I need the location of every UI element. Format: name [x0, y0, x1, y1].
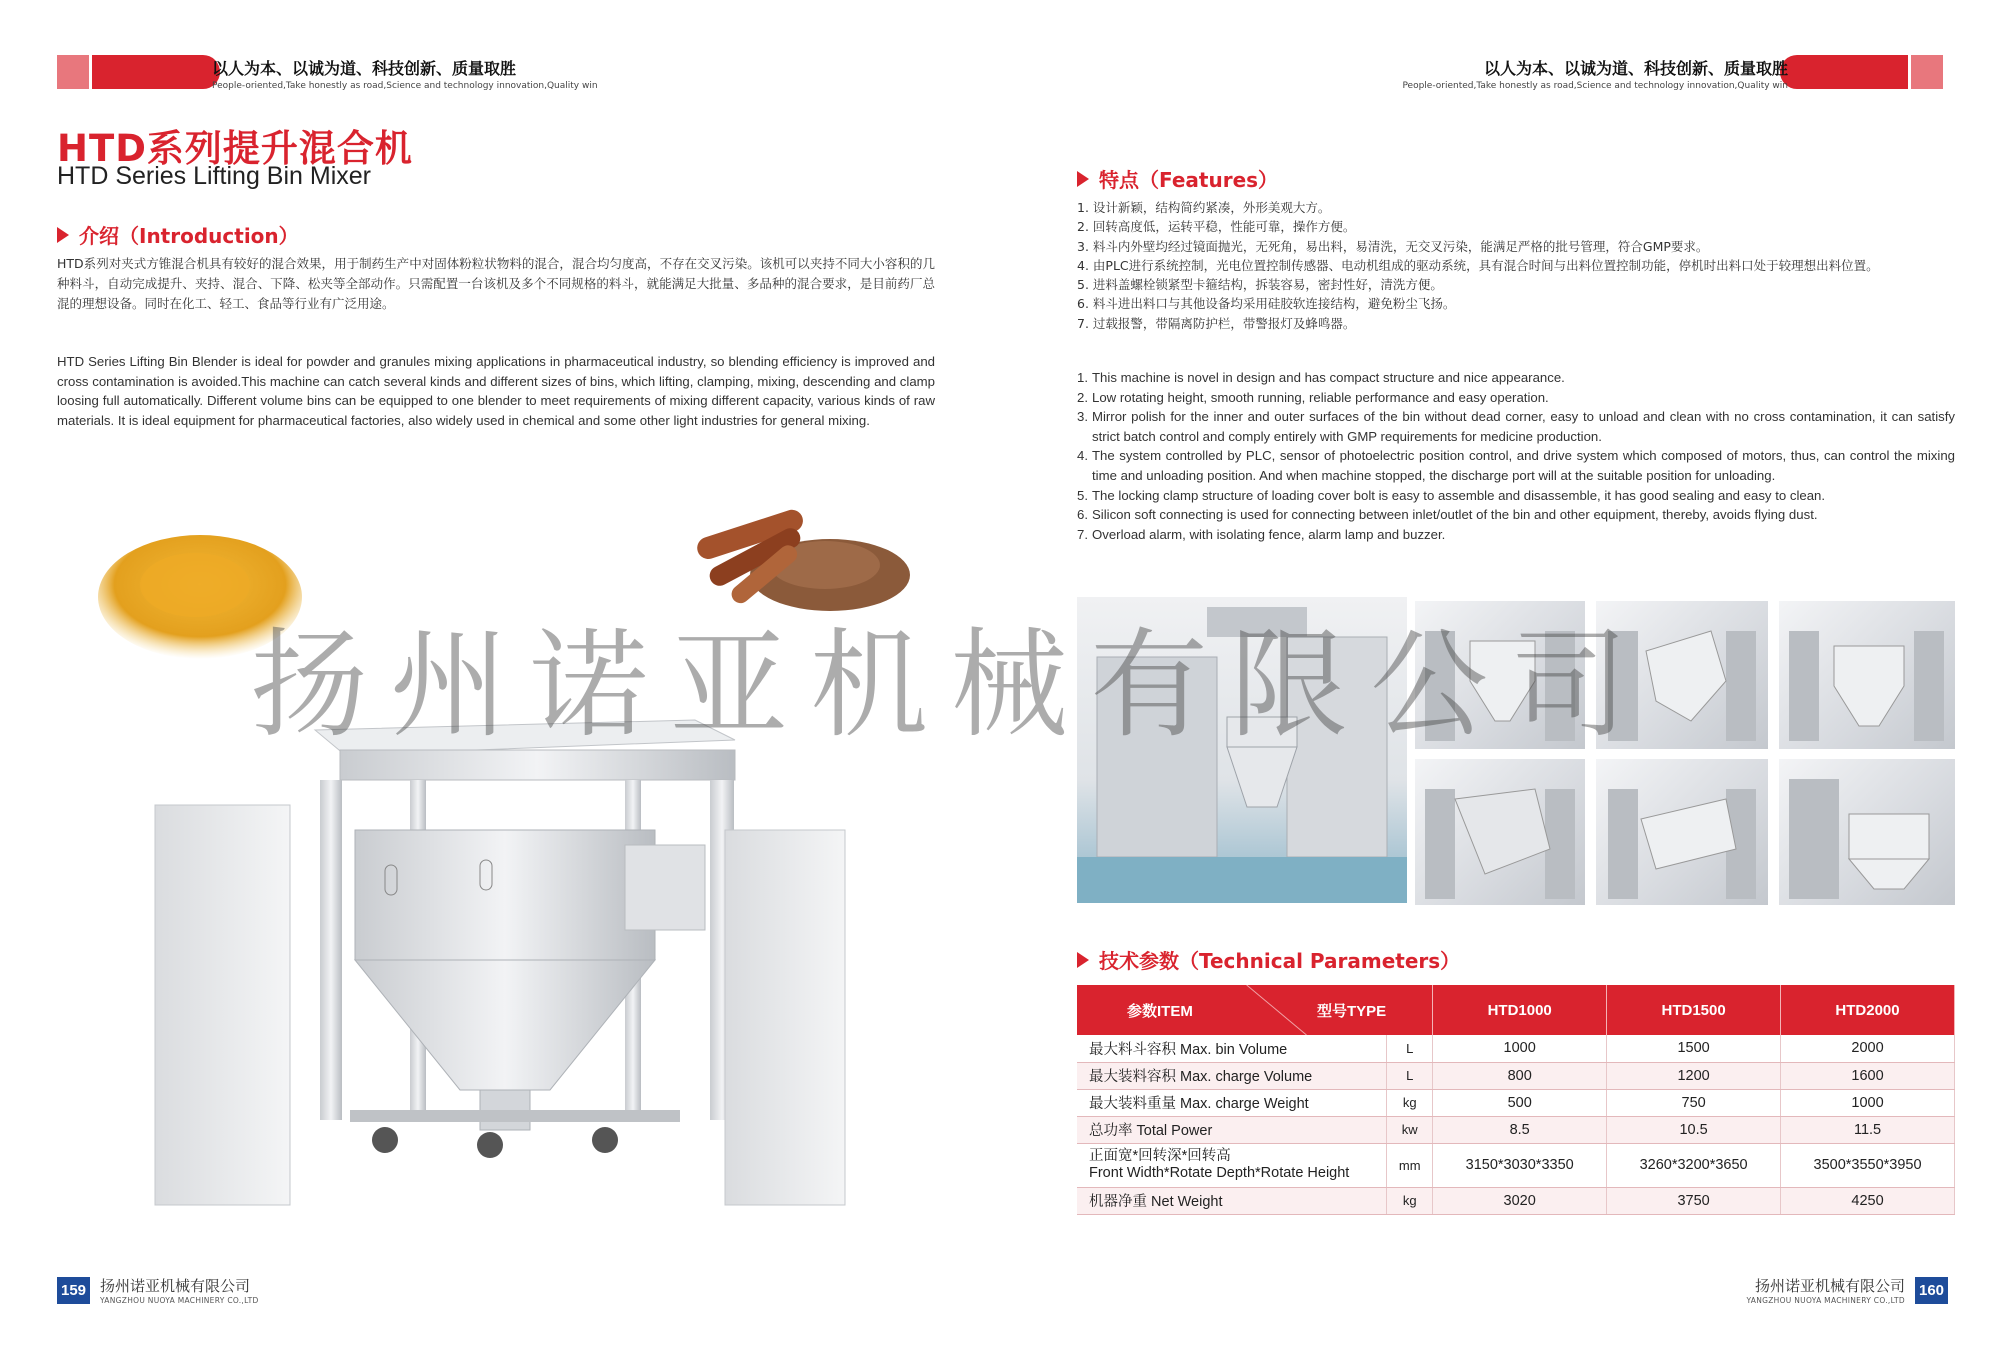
footer-company-cn: 扬州诺亚机械有限公司: [100, 1277, 251, 1295]
param-value: 3150*3030*3350: [1433, 1143, 1607, 1187]
feature-item-cn: 6. 料斗进出料口与其他设备均采用硅胶软连接结构，避免粉尘飞扬。: [1077, 296, 1456, 312]
introduction-heading-text: 介绍（Introduction）: [79, 224, 299, 248]
header-slogan: [1402, 56, 1788, 91]
footer-company: [1746, 1275, 1905, 1305]
introduction-text-en: HTD Series Lifting Bin Blender is ideal for powder and granules mixing applications in pharmaceutical industry, so blending efficiency is improved and cross contamination is avoided.This machine can catch several kinds and different sizes of bins, which lifting, clamping, mixing, descending and clamp loosing full automatically. Different volume bins can be equipped to one blender to meet requirements of mixing different capacity, various kinds of raw materials. It is ideal equipment for pharmaceutical factories, also widely used in chemical and some other light industries for general mixing.: [57, 354, 935, 428]
param-value: 1000: [1433, 1035, 1607, 1062]
slogan-cn: 以人为本、以诚为道、科技创新、质量取胜: [1483, 59, 1788, 78]
table-header-item-type: [1077, 985, 1433, 1035]
feature-item-cn: 3. 料斗内外壁均经过镜面抛光，无死角，易出料，易清洗，无交叉污染，能满足严格的批号管理，符合GMP要求。: [1077, 238, 1709, 254]
feature-item-en: 2. Low rotating height, smooth running, reliable performance and easy operation.: [1077, 389, 1549, 405]
footer-left: [57, 1275, 269, 1305]
product-title-cn: HTD系列提升混合机: [57, 127, 413, 170]
installation-photo: [1077, 597, 1407, 903]
feature-item-en: 3. Mirror polish for the inner and outer surfaces of the bin without dead corner, easy to unload and clean with no cross contamination, it can satisfy strict batch control and comply entirely with GMP requirements for medicine production.: [1077, 409, 1955, 444]
machine-photo-2: [1596, 601, 1768, 749]
param-value: 800: [1433, 1062, 1607, 1089]
feature-item-cn: 7. 过载报警，带隔离防护栏，带警报灯及蜂鸣器。: [1077, 315, 1356, 331]
param-value: 1600: [1781, 1062, 1955, 1089]
header-accent-bar: [92, 55, 220, 89]
header-accent-square: [1911, 55, 1943, 89]
param-name: 最大装料重量 Max. charge Weight: [1077, 1089, 1387, 1116]
turmeric-powder-image: [95, 525, 305, 665]
table-header-row: [1077, 985, 1955, 1035]
param-name-line2: Front Width*Rotate Depth*Rotate Height: [1089, 1165, 1350, 1181]
product-title-en: HTD Series Lifting Bin Mixer: [57, 162, 371, 190]
page-number-left: 159: [57, 1277, 90, 1304]
param-unit: mm: [1387, 1143, 1433, 1187]
table-row: [1077, 1116, 1955, 1143]
company-watermark: 扬州诺亚机械有限公司: [250, 616, 1651, 754]
parameters-table: [1077, 985, 1955, 1215]
feature-item-en: 6. Silicon soft connecting is used for connecting between inlet/outlet of the bin and other equipment, thereby, avoids flying dust.: [1077, 507, 1818, 523]
machine-photo-1: [1415, 601, 1585, 749]
triangle-bullet-icon: [1077, 171, 1089, 187]
feature-item-en: 4. The system controlled by PLC, sensor of photoelectric position control, and drive system which composed of motors, thus, can control the mixing time and unloading position. And when machine stopped, the discharge port will at the suitable position for unloading.: [1077, 448, 1955, 483]
table-row: [1077, 1089, 1955, 1116]
machine-photo-3: [1779, 601, 1955, 749]
triangle-bullet-icon: [1077, 952, 1089, 968]
feature-item-cn: 1. 设计新颖，结构简约紧凑，外形美观大方。: [1077, 200, 1331, 215]
footer-company: [100, 1275, 259, 1305]
header-accent-square: [57, 55, 89, 89]
param-name: 机器净重 Net Weight: [1077, 1187, 1387, 1214]
param-value: 3750: [1607, 1187, 1781, 1214]
param-unit: kw: [1387, 1116, 1433, 1143]
lifting-bin-mixer-image: [95, 690, 855, 1215]
footer-company-en: YANGZHOU NUOYA MACHINERY CO.,LTD: [100, 1296, 259, 1305]
parameters-heading-text: 技术参数（Technical Parameters）: [1099, 949, 1461, 973]
footer-company-cn: 扬州诺亚机械有限公司: [1754, 1277, 1905, 1295]
cinnamon-powder-image: [685, 505, 915, 615]
table-row: [1077, 1187, 1955, 1214]
introduction-heading: [57, 220, 299, 249]
feature-item-cn: 2. 回转高度低，运转平稳，性能可靠，操作方便。: [1077, 219, 1356, 235]
param-value: 1000: [1781, 1089, 1955, 1116]
param-value: 1500: [1607, 1035, 1781, 1062]
param-value: 3020: [1433, 1187, 1607, 1214]
param-value: 2000: [1781, 1035, 1955, 1062]
param-value: 10.5: [1607, 1116, 1781, 1143]
header-item-label: 参数ITEM: [1127, 1003, 1193, 1020]
features-heading: [1077, 164, 1278, 193]
param-unit: L: [1387, 1062, 1433, 1089]
param-name-line1: 正面宽*回转深*回转高: [1089, 1148, 1231, 1164]
triangle-bullet-icon: [57, 227, 69, 243]
introduction-text-cn: HTD系列对夹式方锥混合机具有较好的混合效果，用于制药生产中对固体粉粒状物料的混合，混合均匀度高，不存在交叉污染。该机可以夹持不同大小容积的几种料斗，自动完成提升、夹持、混合、下降、松夹等全部动作。只需配置一台该机及多个不同规格的料斗，就能满足大批量、多品种的混合要求，是目前药厂总混的理想设备。同时在化工、轻工、食品等行业有广泛用途。: [57, 256, 935, 311]
param-name: 最大装料容积 Max. charge Volume: [1077, 1062, 1387, 1089]
table-header-model: HTD1500: [1607, 985, 1781, 1035]
table-row: [1077, 1035, 1955, 1062]
param-value: 1200: [1607, 1062, 1781, 1089]
header-slogan: [212, 56, 598, 91]
page-number-right: 160: [1915, 1277, 1948, 1304]
param-name: 总功率 Total Power: [1077, 1116, 1387, 1143]
header-accent-bar: [1780, 55, 1908, 89]
param-value: 3260*3200*3650: [1607, 1143, 1781, 1187]
footer-right: [1736, 1275, 1948, 1305]
feature-item-en: 1. This machine is novel in design and has compact structure and nice appearance.: [1077, 370, 1565, 385]
machine-photo-4: [1415, 759, 1585, 905]
slogan-cn: 以人为本、以诚为道、科技创新、质量取胜: [212, 59, 517, 78]
feature-item-en: 7. Overload alarm, with isolating fence, alarm lamp and buzzer.: [1077, 526, 1446, 542]
param-value: 750: [1607, 1089, 1781, 1116]
machine-photo-6: [1779, 759, 1955, 905]
param-unit: L: [1387, 1035, 1433, 1062]
param-value: 11.5: [1781, 1116, 1955, 1143]
features-heading-text: 特点（Features）: [1099, 168, 1279, 192]
footer-company-en: YANGZHOU NUOYA MACHINERY CO.,LTD: [1746, 1296, 1905, 1305]
feature-item-cn: 5. 进料盖螺栓锁紧型卡箍结构，拆装容易，密封性好，清洗方便。: [1077, 277, 1443, 293]
feature-item-en: 5. The locking clamp structure of loading cover bolt is easy to assemble and disassemble, it has good sealing and easy to clean.: [1077, 487, 1826, 503]
param-unit: kg: [1387, 1089, 1433, 1116]
slogan-en: People-oriented,Take honestly as road,Science and technology innovation,Quality win: [1402, 81, 1788, 91]
features-list-en: [1077, 368, 1955, 544]
param-value: 3500*3550*3950: [1781, 1143, 1955, 1187]
table-header-model: HTD1000: [1433, 985, 1607, 1035]
features-list-cn: [1077, 198, 1957, 333]
header-type-label: 型号TYPE: [1317, 1003, 1387, 1020]
param-name: [1077, 1143, 1387, 1187]
param-value: 4250: [1781, 1187, 1955, 1214]
table-row: [1077, 1062, 1955, 1089]
machine-photo-5: [1596, 759, 1768, 905]
table-header-model: HTD2000: [1781, 985, 1955, 1035]
table-row: [1077, 1143, 1955, 1187]
feature-item-cn: 4. 由PLC进行系统控制，光电位置控制传感器、电动机组成的驱动系统，具有混合时间与出料位置控制功能，停机时出料口处于较理想出料位置。: [1077, 257, 1879, 273]
slogan-en: People-oriented,Take honestly as road,Science and technology innovation,Quality win: [212, 81, 598, 91]
parameters-heading: [1077, 945, 1460, 974]
param-unit: kg: [1387, 1187, 1433, 1214]
param-value: 500: [1433, 1089, 1607, 1116]
param-name: 最大料斗容积 Max. bin Volume: [1077, 1035, 1387, 1062]
param-value: 8.5: [1433, 1116, 1607, 1143]
